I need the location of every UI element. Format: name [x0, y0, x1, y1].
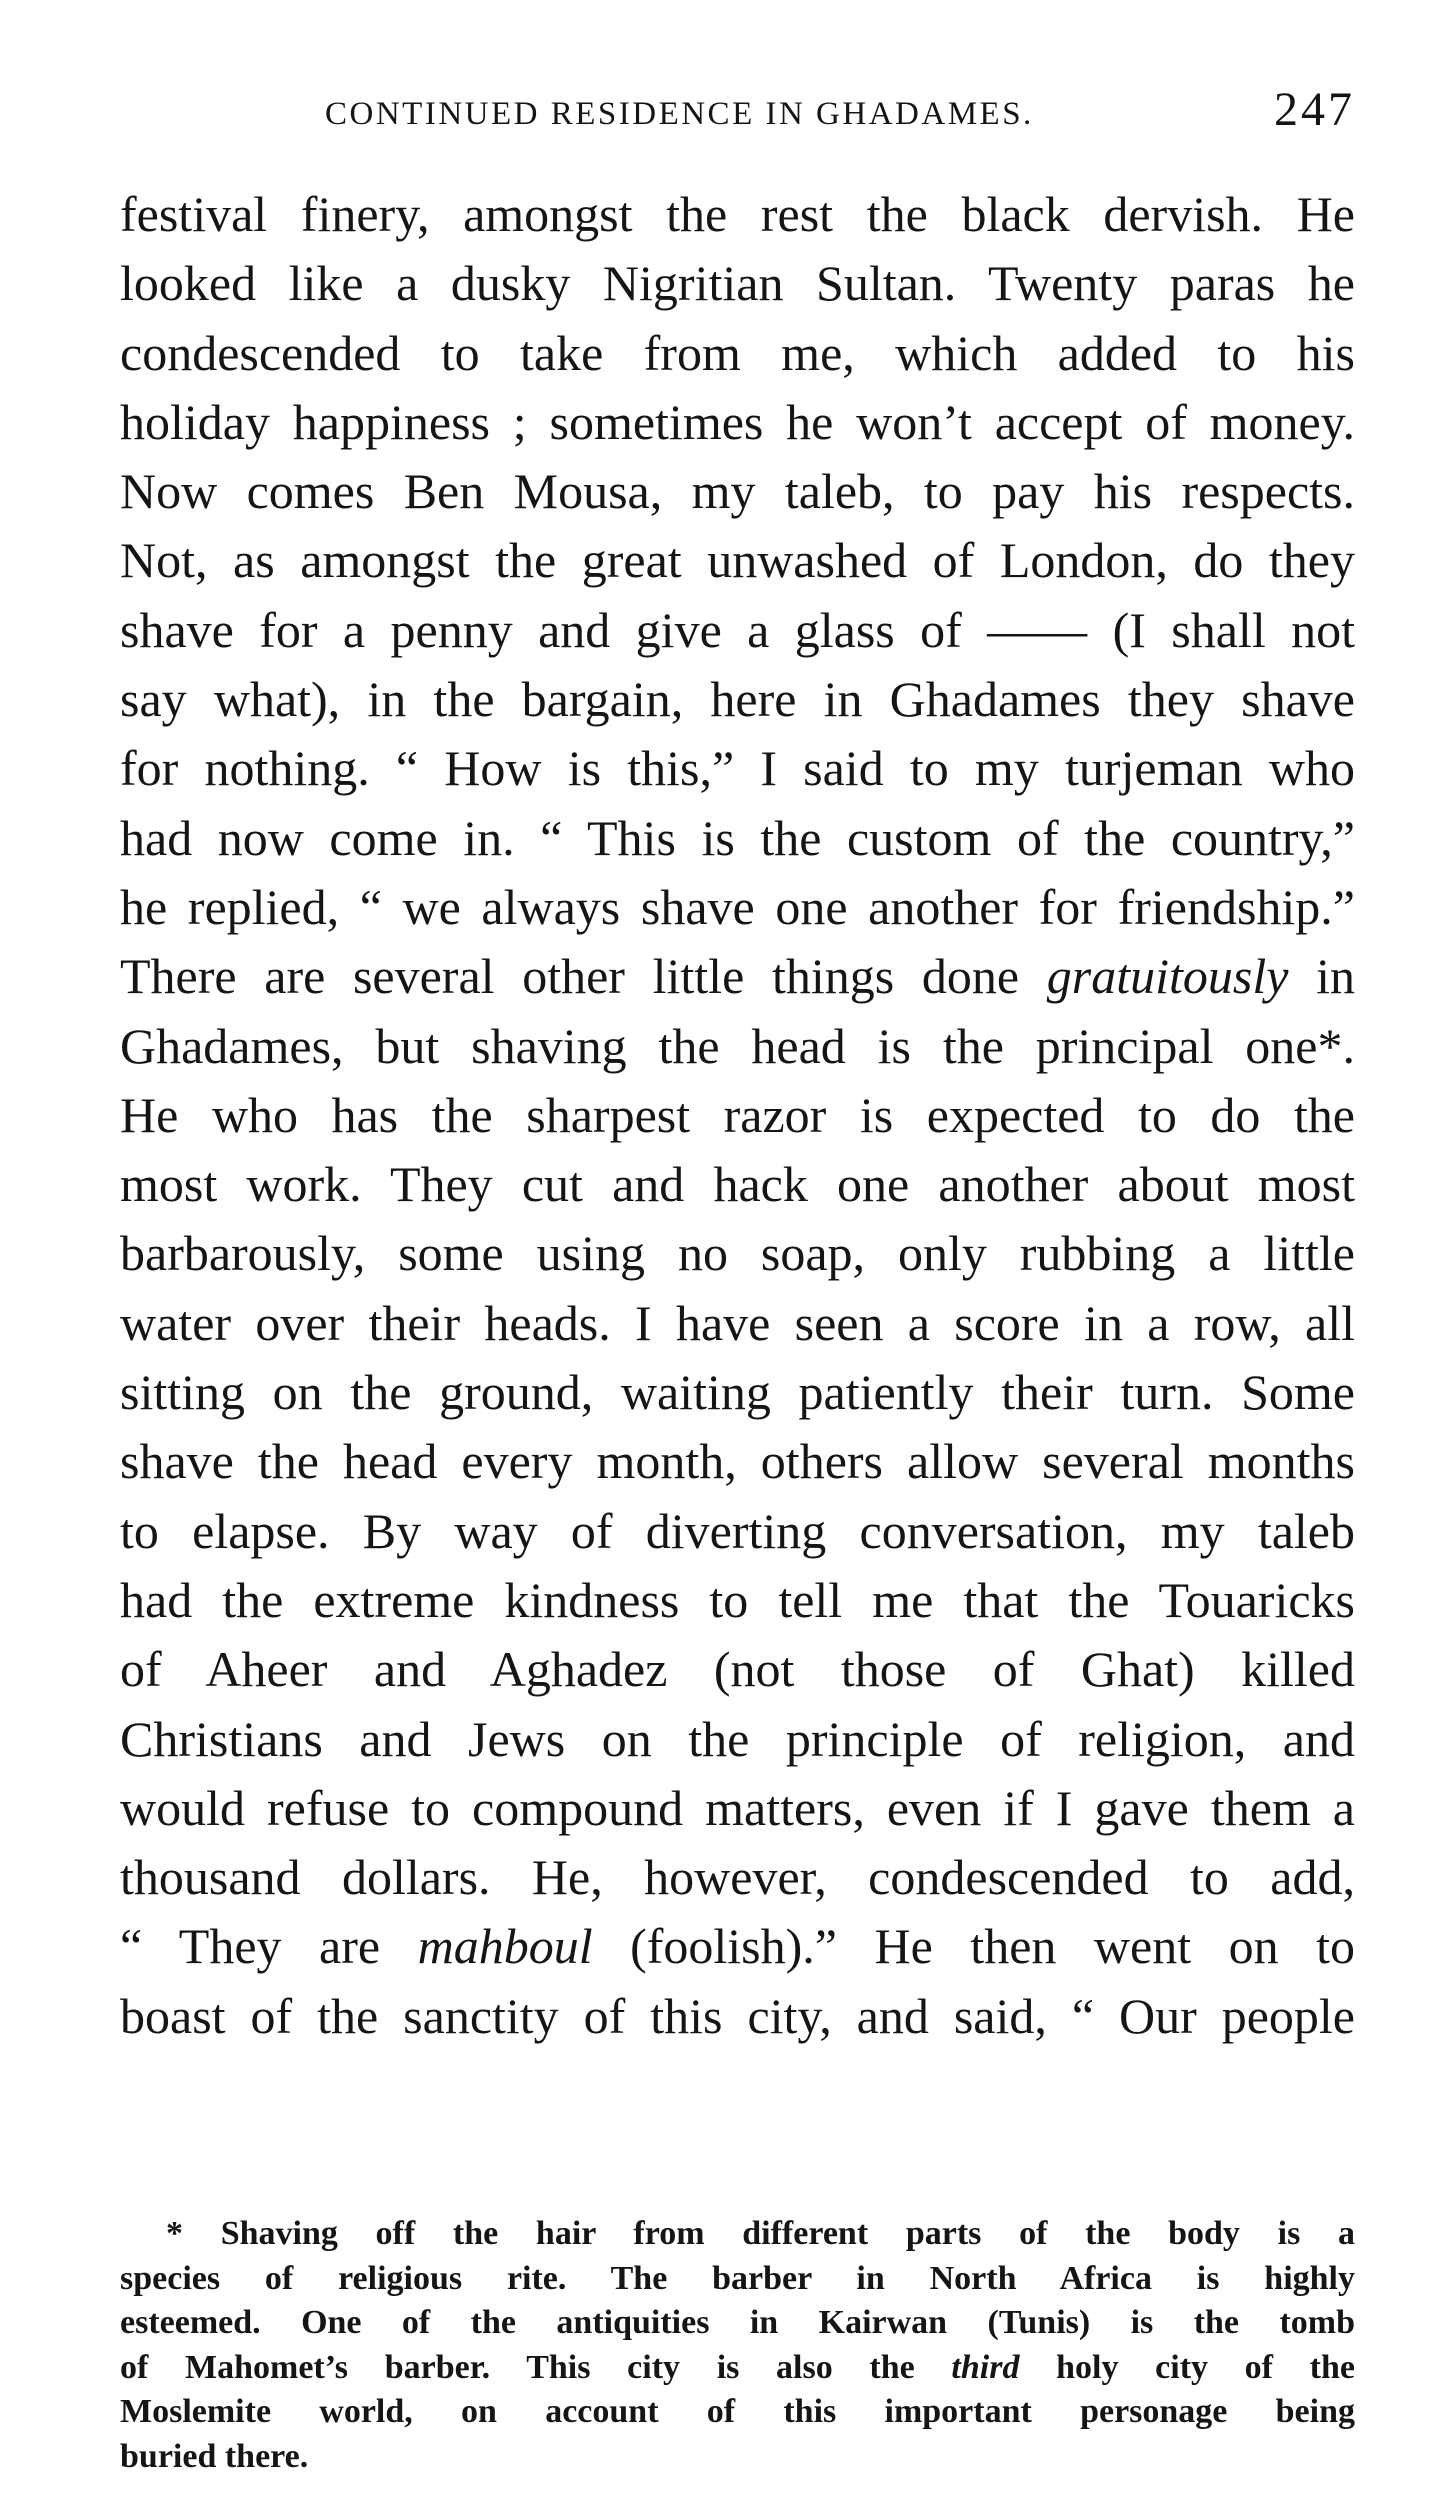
- text-line: shave for a penny and give a glass of —— (I shall not: [120, 601, 1355, 658]
- text-line: Not, as amongst the great unwashed of London, do they: [120, 532, 1355, 589]
- text-line: Ghadames, but shaving the head is the principal one*.: [120, 1017, 1355, 1074]
- footnote-line-with-italic: [120, 2346, 1355, 2391]
- text-line: would refuse to compound matters, even if I gave them a: [120, 1779, 1355, 1836]
- text-segment: in: [1288, 948, 1355, 1005]
- footnote-line: buried there.: [120, 2437, 309, 2475]
- text-segment: “ They are: [120, 1918, 418, 1975]
- text-line: He who has the sharpest razor is expected to do the: [120, 1086, 1355, 1143]
- page-number: 247: [1274, 83, 1355, 136]
- text-line: had now come in. “ This is the custom of the country,”: [120, 809, 1355, 866]
- text-line: he replied, “ we always shave one another for friendship.”: [120, 878, 1355, 935]
- text-line: boast of the sanctity of this city, and said, “ Our people: [120, 1987, 1355, 2044]
- text-line: to elapse. By way of diverting conversation, my taleb: [120, 1502, 1355, 1559]
- text-line: festival finery, amongst the rest the black dervish. He: [120, 186, 1355, 242]
- footnote-line: Moslemite world, on account of this important personage being: [120, 2393, 1355, 2431]
- footnote-line: esteemed. One of the antiquities in Kairwan (Tunis) is the tomb: [120, 2304, 1355, 2342]
- text-line-with-italic: [120, 942, 1355, 1011]
- text-line: condescended to take from me, which added to his: [120, 324, 1355, 381]
- text-line: Christians and Jews on the principle of religion, and: [120, 1710, 1355, 1767]
- italic-word: gratuitously: [1046, 948, 1289, 1005]
- text-line: sitting on the ground, waiting patiently their turn. Some: [120, 1364, 1355, 1421]
- text-line: Now comes Ben Mousa, my taleb, to pay his respects.: [120, 463, 1355, 520]
- text-line: thousand dollars. He, however, condescended to add,: [120, 1849, 1355, 1906]
- text-line: of Aheer and Aghadez (not those of Ghat) killed: [120, 1641, 1355, 1698]
- text-line: barbarously, some using no soap, only rubbing a little: [120, 1225, 1355, 1282]
- running-title: CONTINUED RESIDENCE IN GHADAMES.: [325, 96, 1034, 132]
- text-segment: (foolish).” He then went on to: [592, 1918, 1355, 1975]
- footnote-line: species of religious rite. The barber in North Africa is highly: [120, 2259, 1355, 2297]
- text-line: shave the head every month, others allow several months: [120, 1433, 1355, 1490]
- footnote: [120, 2212, 1355, 2480]
- footnote-line: * Shaving off the hair from different parts of the body is a: [166, 2215, 1355, 2252]
- body-text: [120, 180, 1355, 2051]
- text-line: had the extreme kindness to tell me that the Touaricks: [120, 1571, 1355, 1628]
- italic-word: mahboul: [417, 1918, 593, 1975]
- text-line: water over their heads. I have seen a score in a row, all: [120, 1294, 1355, 1351]
- text-line: looked like a dusky Nigritian Sultan. Twenty paras he: [120, 255, 1355, 312]
- text-line: for nothing. “ How is this,” I said to my turjeman who: [120, 740, 1355, 797]
- text-line-with-italic: [120, 1912, 1355, 1981]
- running-head: [120, 82, 1355, 142]
- text-line: say what), in the bargain, here in Ghadames they shave: [120, 671, 1355, 728]
- italic-word: third: [951, 2348, 1020, 2386]
- text-segment: There are several other little things done: [120, 948, 1047, 1005]
- text-segment: of Mahomet’s barber. This city is also the: [120, 2348, 952, 2386]
- text-segment: holy city of the: [1019, 2348, 1355, 2386]
- text-line: most work. They cut and hack one another about most: [120, 1156, 1355, 1213]
- text-line: holiday happiness ; sometimes he won’t accept of money.: [120, 393, 1355, 450]
